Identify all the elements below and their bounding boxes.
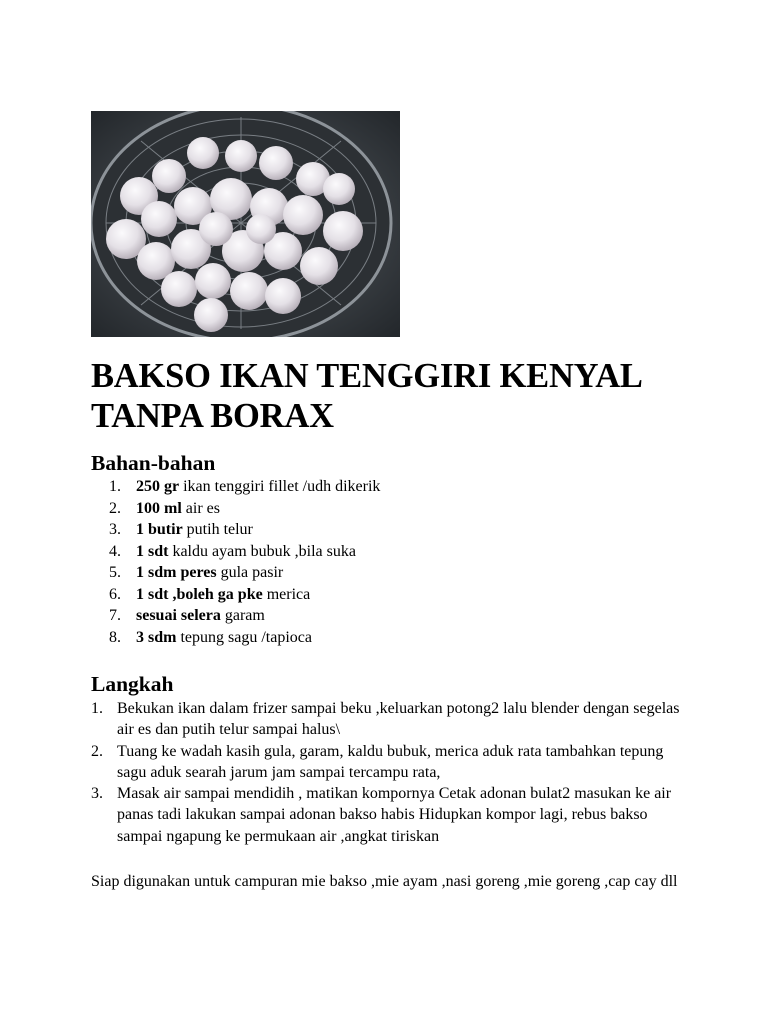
ingredient-amount: 1 butir (136, 521, 183, 538)
ingredient-amount: 3 sdm (136, 628, 177, 646)
ingredient-number: 6. (109, 585, 121, 603)
step-number: 3. (91, 785, 103, 803)
step-number: 1. (91, 700, 103, 717)
ingredient-number: 8. (109, 628, 121, 646)
ingredient-text: kaldu ayam bubuk ,bila suka (168, 542, 356, 560)
ingredient-amount: 1 sdt ,boleh ga pke (136, 585, 263, 603)
fish-balls-in-strainer-image (91, 111, 400, 337)
ingredient-item (91, 476, 380, 498)
ingredients-heading: Bahan-bahan (91, 451, 216, 475)
step-item (91, 741, 691, 784)
ingredient-amount: 100 ml (136, 499, 182, 517)
ingredient-number: 2. (109, 499, 121, 517)
ingredient-text: ikan tenggiri fillet /udh dikerik (179, 478, 381, 495)
ingredient-item (91, 605, 380, 627)
closing-note: Siap digunakan untuk campuran mie bakso ,mie ayam ,nasi goreng ,mie goreng ,cap cay dll (91, 873, 678, 890)
ingredient-item (91, 562, 380, 584)
step-text: Tuang ke wadah kasih gula, garam, kaldu bubuk, merica aduk rata tambahkan tepung sagu aduk searah jarum jam sampai tercampu rata, (117, 742, 664, 781)
ingredient-amount: 1 sdt (136, 542, 169, 560)
step-number: 2. (91, 742, 103, 760)
ingredients-list (91, 476, 380, 648)
ingredient-item (91, 519, 380, 541)
ingredient-amount: sesuai selera (136, 607, 221, 624)
steps-heading: Langkah (91, 672, 174, 696)
recipe-title: BAKSO IKAN TENGGIRI KENYAL TANPA BORAX (91, 357, 641, 435)
ingredient-number: 7. (109, 607, 121, 624)
ingredient-amount: 250 gr (136, 478, 180, 495)
ingredient-text: air es (181, 499, 220, 517)
step-text: Bekukan ikan dalam frizer sampai beku ,keluarkan potong2 lalu blender dengan segelas air es dan putih telur sampai halus\ (117, 700, 680, 739)
ingredient-number: 4. (109, 542, 121, 560)
ingredient-item (91, 541, 380, 563)
fish-ball-photo (91, 111, 400, 337)
step-text: Masak air sampai mendidih , matikan kompornya Cetak adonan bulat2 masukan ke air panas tadi lakukan sampai adonan bakso habis Hidupkan kompor lagi, rebus bakso sampai ngapung ke permukaan air ,angkat tiriskan (117, 785, 672, 845)
ingredient-text: putih telur (182, 521, 253, 538)
ingredient-text: gula pasir (216, 564, 284, 581)
ingredient-text: garam (220, 607, 265, 624)
steps-list (91, 698, 691, 847)
step-item (91, 783, 691, 847)
ingredient-text: tepung sagu /tapioca (176, 628, 312, 646)
ingredient-item (91, 627, 380, 649)
ingredient-amount: 1 sdm peres (136, 564, 217, 581)
ingredient-item (91, 584, 380, 606)
ingredient-text: merica (262, 585, 311, 603)
ingredient-number: 5. (109, 564, 121, 581)
ingredient-number: 1. (109, 478, 121, 495)
ingredient-number: 3. (109, 521, 121, 538)
step-item (91, 698, 691, 741)
ingredient-item (91, 498, 380, 520)
